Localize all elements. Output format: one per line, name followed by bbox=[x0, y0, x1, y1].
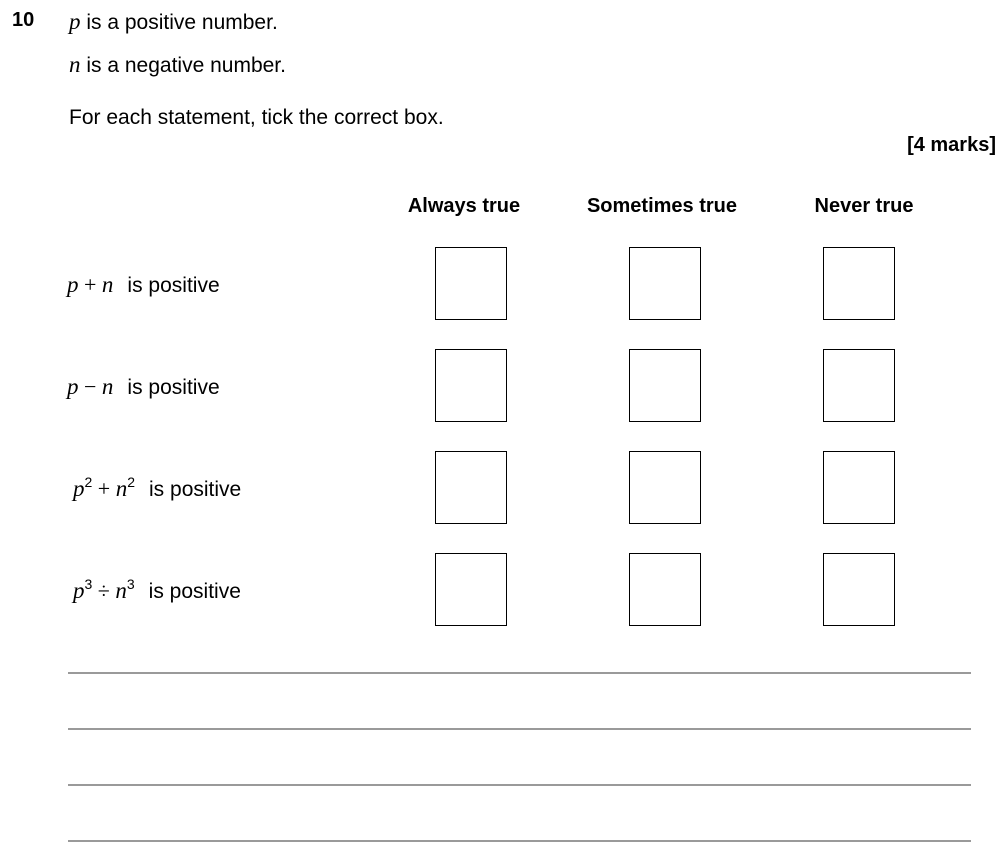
column-header-always-true: Always true bbox=[407, 195, 521, 217]
premise-negative-text: is a negative number. bbox=[86, 54, 286, 77]
tickbox-statement-3-never-true[interactable] bbox=[823, 451, 895, 524]
instruction: For each statement, tick the correct box. bbox=[69, 106, 444, 129]
tickbox-statement-2-sometimes-true[interactable] bbox=[629, 349, 701, 422]
statement-1 bbox=[67, 272, 220, 298]
premise-positive bbox=[69, 9, 278, 35]
tickbox-statement-1-sometimes-true[interactable] bbox=[629, 247, 701, 320]
tickbox-statement-2-never-true[interactable] bbox=[823, 349, 895, 422]
statement-1-text: is positive bbox=[127, 274, 220, 297]
column-header-sometimes-true: Sometimes true bbox=[586, 195, 738, 217]
var-p: p bbox=[69, 9, 81, 34]
statement-3-exponent-b: 2 bbox=[127, 474, 136, 490]
tickbox-statement-1-always-true[interactable] bbox=[435, 247, 507, 320]
premise-positive-text: is a positive number. bbox=[86, 11, 278, 34]
answer-line bbox=[68, 840, 971, 842]
marks-label: [4 marks] bbox=[907, 134, 996, 156]
statement-2 bbox=[67, 374, 220, 400]
statement-2-term-b: n bbox=[101, 374, 114, 399]
statement-4-exponent-b: 3 bbox=[126, 576, 135, 592]
statement-3-term-b: n bbox=[115, 476, 128, 501]
statement-4 bbox=[73, 578, 241, 604]
statement-3-exponent-a: 2 bbox=[84, 474, 93, 490]
tickbox-statement-4-sometimes-true[interactable] bbox=[629, 553, 701, 626]
statement-3-text: is positive bbox=[149, 478, 242, 501]
column-header-never-true: Never true bbox=[814, 195, 914, 217]
statement-4-exponent-a: 3 bbox=[84, 576, 93, 592]
tickbox-statement-1-never-true[interactable] bbox=[823, 247, 895, 320]
statement-2-text: is positive bbox=[127, 376, 220, 399]
statement-2-term-a: p bbox=[67, 374, 79, 399]
statement-4-term-a: p bbox=[73, 578, 85, 603]
tickbox-statement-4-never-true[interactable] bbox=[823, 553, 895, 626]
tickbox-statement-3-sometimes-true[interactable] bbox=[629, 451, 701, 524]
answer-line bbox=[68, 672, 971, 674]
answer-line bbox=[68, 784, 971, 786]
statement-2-operator: − bbox=[84, 374, 97, 399]
statement-3 bbox=[73, 476, 241, 502]
statement-4-operator: ÷ bbox=[97, 578, 110, 603]
statement-1-term-b: n bbox=[101, 272, 114, 297]
premise-negative bbox=[69, 52, 286, 78]
question-number: 10 bbox=[12, 9, 35, 31]
tickbox-statement-3-always-true[interactable] bbox=[435, 451, 507, 524]
tickbox-statement-2-always-true[interactable] bbox=[435, 349, 507, 422]
var-n: n bbox=[69, 52, 81, 77]
statement-1-term-a: p bbox=[67, 272, 79, 297]
statement-4-text: is positive bbox=[148, 580, 241, 603]
tickbox-statement-4-always-true[interactable] bbox=[435, 553, 507, 626]
statement-3-operator: + bbox=[97, 476, 111, 501]
answer-line bbox=[68, 728, 971, 730]
statement-3-term-a: p bbox=[73, 476, 85, 501]
statement-1-operator: + bbox=[84, 272, 97, 297]
statement-4-term-b: n bbox=[115, 578, 127, 603]
